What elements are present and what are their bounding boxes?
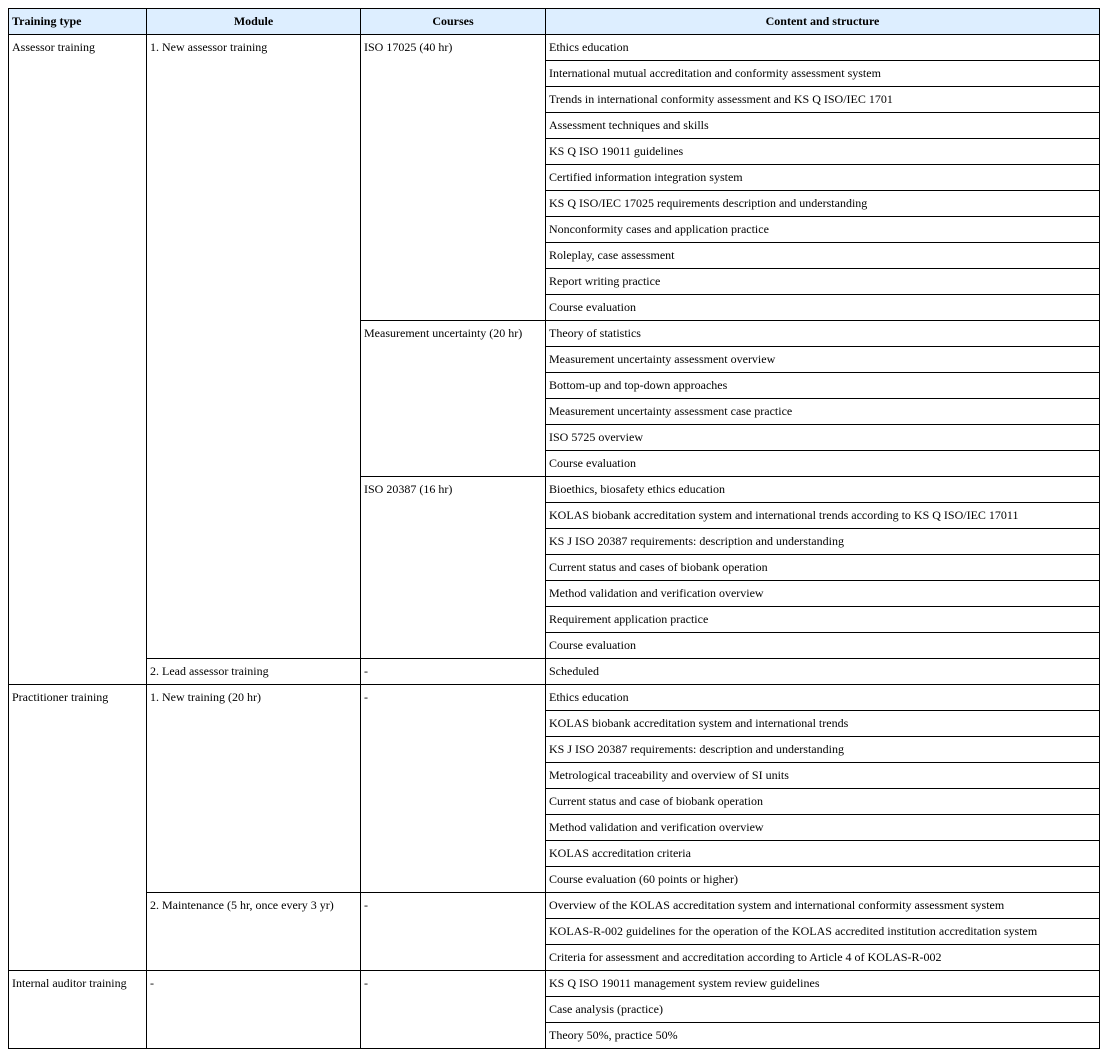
content-cell: Method validation and verification overview [546, 815, 1100, 841]
table-row [9, 893, 1100, 919]
header-courses: Courses [361, 9, 546, 35]
content-cell: Requirement application practice [546, 607, 1100, 633]
module-cell: 2. Maintenance (5 hr, once every 3 yr) [147, 893, 361, 971]
course-cell: Measurement uncertainty (20 hr) [361, 321, 546, 477]
content-cell: Course evaluation (60 points or higher) [546, 867, 1100, 893]
content-cell: KS Q ISO 19011 guidelines [546, 139, 1100, 165]
content-cell: Theory of statistics [546, 321, 1100, 347]
module-cell: 1. New assessor training [147, 35, 361, 659]
header-module: Module [147, 9, 361, 35]
content-cell: ISO 5725 overview [546, 425, 1100, 451]
module-cell: 2. Lead assessor training [147, 659, 361, 685]
content-cell: Overview of the KOLAS accreditation system and international conformity assessment system [546, 893, 1100, 919]
content-cell: Bottom-up and top-down approaches [546, 373, 1100, 399]
content-cell: Assessment techniques and skills [546, 113, 1100, 139]
content-cell: Ethics education [546, 35, 1100, 61]
header-content: Content and structure [546, 9, 1100, 35]
content-cell: Measurement uncertainty assessment overview [546, 347, 1100, 373]
content-cell: KOLAS biobank accreditation system and international trends [546, 711, 1100, 737]
content-cell: Certified information integration system [546, 165, 1100, 191]
content-cell: Course evaluation [546, 451, 1100, 477]
course-cell: ISO 20387 (16 hr) [361, 477, 546, 659]
content-cell: Current status and case of biobank operation [546, 789, 1100, 815]
content-cell: Report writing practice [546, 269, 1100, 295]
training-type-cell: Internal auditor training [9, 971, 147, 1049]
training-type-cell: Practitioner training [9, 685, 147, 971]
content-cell: Measurement uncertainty assessment case practice [546, 399, 1100, 425]
training-type-cell: Assessor training [9, 35, 147, 685]
content-cell: Method validation and verification overview [546, 581, 1100, 607]
module-cell: 1. New training (20 hr) [147, 685, 361, 893]
table-row [9, 971, 1100, 997]
table-row [9, 659, 1100, 685]
content-cell: Course evaluation [546, 295, 1100, 321]
course-cell: - [361, 685, 546, 893]
content-cell: KOLAS-R-002 guidelines for the operation of the KOLAS accredited institution accreditation system [546, 919, 1100, 945]
content-cell: Case analysis (practice) [546, 997, 1100, 1023]
content-cell: KS J ISO 20387 requirements: description and understanding [546, 737, 1100, 763]
content-cell: Nonconformity cases and application practice [546, 217, 1100, 243]
content-cell: Current status and cases of biobank operation [546, 555, 1100, 581]
content-cell: Scheduled [546, 659, 1100, 685]
table-body [9, 35, 1100, 1049]
content-cell: KS Q ISO 19011 management system review guidelines [546, 971, 1100, 997]
content-cell: Metrological traceability and overview of SI units [546, 763, 1100, 789]
content-cell: KOLAS biobank accreditation system and international trends according to KS Q ISO/IEC 17011 [546, 503, 1100, 529]
course-cell: - [361, 659, 546, 685]
content-cell: Course evaluation [546, 633, 1100, 659]
content-cell: KS Q ISO/IEC 17025 requirements description and understanding [546, 191, 1100, 217]
course-cell: - [361, 971, 546, 1049]
content-cell: Trends in international conformity assessment and KS Q ISO/IEC 1701 [546, 87, 1100, 113]
table-row [9, 685, 1100, 711]
module-cell: - [147, 971, 361, 1049]
content-cell: KS J ISO 20387 requirements: description and understanding [546, 529, 1100, 555]
content-cell: KOLAS accreditation criteria [546, 841, 1100, 867]
header-training-type: Training type [9, 9, 147, 35]
content-cell: Criteria for assessment and accreditation according to Article 4 of KOLAS-R-002 [546, 945, 1100, 971]
table-row [9, 35, 1100, 61]
content-cell: Theory 50%, practice 50% [546, 1023, 1100, 1049]
content-cell: Roleplay, case assessment [546, 243, 1100, 269]
content-cell: Bioethics, biosafety ethics education [546, 477, 1100, 503]
header-row [9, 9, 1100, 35]
training-table [8, 8, 1100, 1049]
content-cell: International mutual accreditation and conformity assessment system [546, 61, 1100, 87]
course-cell: - [361, 893, 546, 971]
course-cell: ISO 17025 (40 hr) [361, 35, 546, 321]
content-cell: Ethics education [546, 685, 1100, 711]
